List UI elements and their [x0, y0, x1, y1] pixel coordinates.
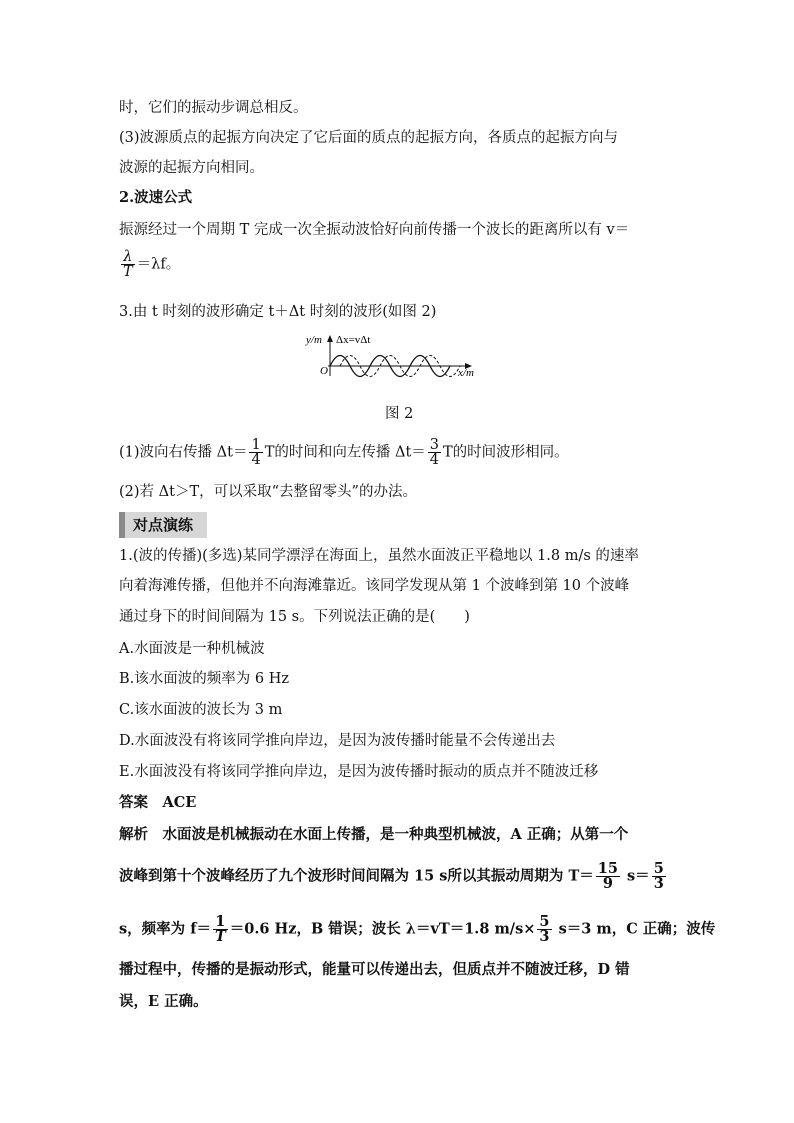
text-line: 时，它们的振动步调总相反。 — [119, 100, 308, 116]
section-header — [119, 512, 207, 538]
formula-line: $\frac{\lambda}{T}$ ＝λf。 — [123, 249, 181, 280]
solution-line: s，频率为 f＝ $\frac{1}{T}$ ＝0.6 Hz，B 错误；波长 λ＝vT＝1.8 m/s× $\frac{5}{3}$ s＝3 m，C 正确；波传 — [119, 913, 716, 945]
fraction: $\frac{5}{3}$ — [653, 860, 664, 892]
solution-line: 误，E 正确。 — [119, 993, 208, 1010]
text-line: 3.由 t 时刻的波形确定 t＋Δt 时刻的波形(如图 2) — [119, 304, 437, 320]
answer-line: 答案 ACE — [119, 794, 197, 811]
question-line: 1.(波的传播)(多选)某同学漂浮在海面上，虽然水面波正平稳地以 1.8 m/s 的速率 — [119, 548, 639, 564]
option-a: A.水面波是一种机械波 — [119, 641, 265, 657]
option-b: B.该水面波的频率为 6 Hz — [119, 671, 289, 687]
note-2: (2)若 Δt＞T，可以采取“去整留零头”的办法。 — [119, 484, 417, 500]
section-header-bar — [119, 512, 125, 538]
fraction: $\frac{1}{T}$ — [214, 913, 226, 945]
subheading-wave-speed: 2.波速公式 — [119, 189, 193, 206]
shift-label: Δx=vΔt — [336, 334, 371, 346]
question-line: 向着海滩传播，但他并不向海滩靠近。该同学发现从第 1 个波峰到第 10 个波峰 — [119, 578, 630, 594]
origin-label: O — [320, 365, 328, 377]
text-line: 波源的起振方向相同。 — [119, 160, 264, 176]
fraction: $\frac{\lambda}{T}$ — [123, 249, 133, 280]
y-axis-arrow — [327, 335, 333, 342]
solution-line: 播过程中，传播的是振动形式，能量可以传递出去，但质点并不随波迁移，D 错 — [119, 961, 630, 978]
question-line: 通过身下的时间间隔为 15 s。下列说法正确的是( ) — [119, 609, 470, 625]
fraction: $\frac{15}{9}$ — [597, 860, 618, 892]
wave-diagram — [300, 330, 490, 382]
option-d: D.水面波没有将该同学推向岸边，是因为波传播时能量不会传递出去 — [119, 733, 556, 749]
text-line: 振源经过一个周期 T 完成一次全振动波恰好向前传播一个波长的距离所以有 v＝ — [119, 222, 630, 238]
text-line: (3)波源质点的起振方向决定了它后面的质点的起振方向，各质点的起振方向与 — [119, 130, 619, 146]
solution-line: 解析 水面波是机械振动在水面上传播，是一种典型机械波，A 正确；从第一个 — [119, 826, 629, 843]
solution-line: 波峰到第十个波峰经历了九个波形时间间隔为 15 s所以其振动周期为 T＝ $\frac{15}{9}$ s＝ $\frac{5}{3}$ — [119, 860, 664, 892]
note-1: (1)波向右传播 Δt＝ $\frac{1}{4}$ T的时间和向左传播 Δt＝ $\frac{3}{4}$ T的时间波形相同。 — [119, 437, 569, 468]
y-axis-label: y/m — [306, 334, 322, 346]
fraction: $\frac{3}{4}$ — [429, 437, 439, 468]
option-c: C.该水面波的波长为 3 m — [119, 702, 283, 718]
figure-caption: 图 2 — [385, 406, 414, 422]
option-e: E.水面波没有将该同学推向岸边，是因为波传播时振动的质点并不随波迁移 — [119, 764, 599, 780]
fraction: $\frac{1}{4}$ — [251, 437, 261, 468]
section-title: 对点演练 — [133, 516, 194, 534]
fraction: $\frac{5}{3}$ — [539, 913, 550, 945]
x-axis-label: x/m — [458, 367, 474, 379]
